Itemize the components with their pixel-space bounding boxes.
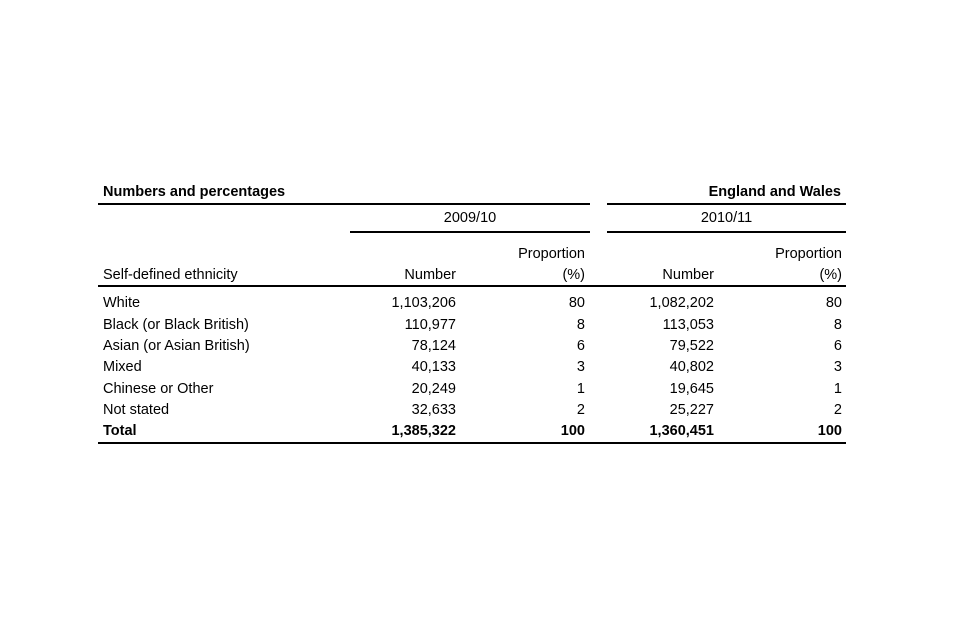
proportion-2010-11: 1 — [833, 381, 842, 397]
proportion-2010-11: 3 — [833, 359, 842, 375]
number-2009-10: 78,124 — [411, 338, 456, 354]
proportion-2009-10: 1 — [576, 381, 585, 397]
table-row — [0, 336, 960, 357]
row-label: Black (or Black British) — [103, 317, 249, 333]
proportion-2010-11: 6 — [833, 338, 842, 354]
column-header-proportion-unit-2010-11: (%) — [819, 267, 842, 283]
proportion-2009-10: 3 — [576, 359, 585, 375]
number-2010-11: 1,082,202 — [649, 295, 714, 311]
number-2009-10: 40,133 — [411, 359, 456, 375]
total-number-2010-11: 1,360,451 — [649, 423, 714, 439]
total-number-2009-10: 1,385,322 — [391, 423, 456, 439]
proportion-2010-11: 80 — [825, 295, 842, 311]
period-rule-2010-11 — [607, 231, 846, 233]
row-label: Asian (or Asian British) — [103, 338, 250, 354]
number-2010-11: 79,522 — [669, 338, 714, 354]
proportion-2009-10: 8 — [576, 317, 585, 333]
number-2010-11: 19,645 — [669, 381, 714, 397]
row-label: Mixed — [103, 359, 142, 375]
top-rule-right — [607, 203, 846, 205]
header-bottom-rule — [98, 285, 846, 287]
total-proportion-2010-11: 100 — [817, 423, 842, 439]
table-caption-units: Numbers and percentages — [103, 184, 286, 200]
table-caption-region: England and Wales — [708, 184, 841, 200]
top-rule-left — [98, 203, 590, 205]
period-rule-2009-10 — [350, 231, 590, 233]
total-proportion-2009-10: 100 — [560, 423, 585, 439]
proportion-2009-10: 2 — [576, 402, 585, 418]
table-total-row — [0, 421, 960, 442]
number-2010-11: 113,053 — [662, 317, 714, 333]
number-2009-10: 1,103,206 — [391, 295, 456, 311]
number-2010-11: 40,802 — [669, 359, 714, 375]
period-header-2009-10: 2009/10 — [443, 210, 497, 226]
column-header-proportion-2010-11: Proportion — [775, 246, 842, 262]
column-header-ethnicity: Self-defined ethnicity — [103, 267, 238, 283]
table-row — [0, 357, 960, 378]
proportion-2009-10: 80 — [568, 295, 585, 311]
row-label: Chinese or Other — [103, 381, 214, 397]
number-2009-10: 20,249 — [411, 381, 456, 397]
period-header-2010-11: 2010/11 — [700, 210, 753, 226]
column-header-proportion-2009-10: Proportion — [518, 246, 585, 262]
total-label: Total — [103, 423, 137, 439]
table-row — [0, 315, 960, 336]
column-header-proportion-unit-2009-10: (%) — [562, 267, 585, 283]
table-bottom-rule — [98, 442, 846, 444]
table-row — [0, 293, 960, 314]
proportion-2009-10: 6 — [576, 338, 585, 354]
column-header-number-2009-10: Number — [404, 267, 456, 283]
row-label: White — [103, 295, 141, 311]
row-label: Not stated — [103, 402, 170, 418]
column-header-number-2010-11: Number — [662, 267, 714, 283]
number-2009-10: 32,633 — [411, 402, 456, 418]
table-row — [0, 400, 960, 421]
proportion-2010-11: 8 — [833, 317, 842, 333]
table-row — [0, 379, 960, 400]
number-2009-10: 110,977 — [404, 317, 456, 333]
number-2010-11: 25,227 — [669, 402, 714, 418]
proportion-2010-11: 2 — [833, 402, 842, 418]
